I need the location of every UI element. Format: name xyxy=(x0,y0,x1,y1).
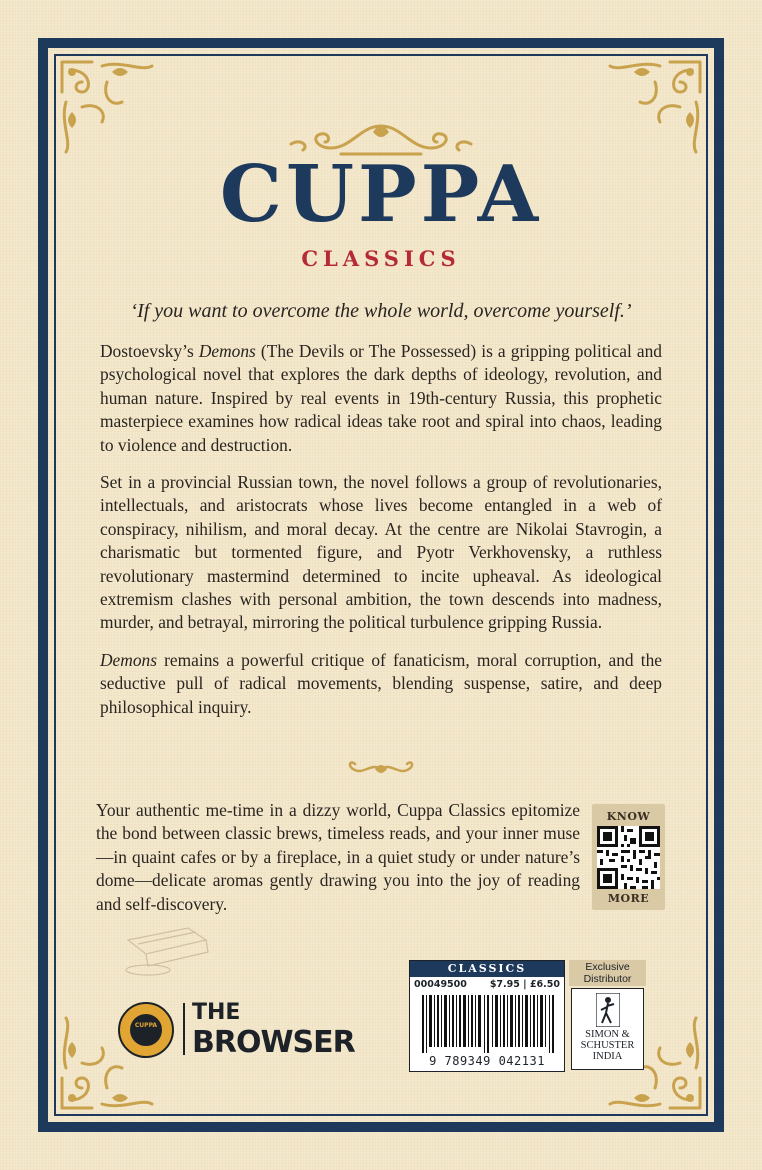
distributor-name-line: SCHUSTER xyxy=(580,1040,635,1051)
publisher-name: BROWSER xyxy=(192,1025,355,1060)
barcode-price-row xyxy=(410,978,564,992)
epigraph-quote: ‘If you want to overcome the whole world, overcome yourself.’ xyxy=(130,300,632,322)
description-text: Dostoevsky’s xyxy=(100,341,199,361)
barcode-bars-icon xyxy=(422,995,554,1053)
distributor-name-line: SIMON & xyxy=(585,1029,630,1040)
barcode-price: $7.95 | £6.50 xyxy=(489,979,560,990)
series-promo-text: Your authentic me-time in a dizzy world, Cuppa Classics epitomize the bond between classic brews, timeless reads, and your inner muse—in quaint cafes or by a fireplace, in a quiet study or under nature’s dome—delicate aromas gently drawing you into the joy of reading and self-discovery. xyxy=(96,800,580,914)
brand-subtitle: CLASSICS xyxy=(301,246,461,271)
distributor-label: Exclusive Distributor xyxy=(569,960,646,986)
logo-separator xyxy=(183,1003,185,1055)
isbn-number: 9 789349 042131 xyxy=(429,1054,545,1068)
distributor-logo xyxy=(571,988,644,1070)
qr-bottom-label: MORE xyxy=(607,892,650,905)
barcode-code: 00049500 xyxy=(414,979,467,990)
divider-ornament-icon xyxy=(343,758,419,780)
book-title-italic: Demons xyxy=(100,649,157,670)
distributor-panel xyxy=(569,960,646,1072)
barcode-series-label: CLASSICS xyxy=(410,961,564,977)
cuppa-badge-logo xyxy=(118,1002,174,1058)
description-paragraph xyxy=(100,649,662,719)
sower-logo-icon xyxy=(596,993,620,1027)
description-paragraph xyxy=(100,340,662,457)
barcode-panel xyxy=(409,960,565,1072)
brand-title: CUPPA xyxy=(219,149,543,240)
description-paragraph: Set in a provincial Russian town, the novel follows a group of revolutionaries, intellectuals, and aristocrats whose lives become entangled in a web of conspiracy, nihilism, and moral decay. At the centre are Nikolai Stavrogin, a charismatic but tormented figure, and Pyotr Verkhovensky, a ruthless revolutionary mastermind determined to incite upheaval. As ideological extremism clashes with personal ambition, the town descends into madness, murder, and betrayal, mirroring the political turbulence gripping Russia. xyxy=(100,472,662,633)
distributor-name-line: INDIA xyxy=(592,1051,623,1062)
description-text: remains a powerful critique of fanaticism, moral corruption, and the seductive pull of radical movements, blending suspense, satire, and deep philosophical inquiry. xyxy=(100,649,662,717)
teacup-illustration-icon xyxy=(118,920,218,980)
distributor-name xyxy=(572,1029,643,1062)
badge-text: CUPPA xyxy=(134,1022,158,1029)
description-text: (The Devils or The Possessed) is a gripping political and psychological novel that explores the dark depths of ideology, revolution, and human nature. Inspired by real events in 19th-century Russia, this prophetic masterpiece examines how radical ideas take root and spiral into chaos, leading to violence and destruction. xyxy=(100,341,662,455)
badge-inner-icon xyxy=(129,1013,163,1047)
book-title-italic: Demons xyxy=(198,341,256,361)
qr-code-panel[interactable] xyxy=(592,804,665,910)
book-description xyxy=(100,340,662,733)
qr-code-icon[interactable] xyxy=(597,826,660,889)
publisher-the: THE xyxy=(192,1000,241,1025)
qr-top-label: KNOW xyxy=(606,810,651,823)
